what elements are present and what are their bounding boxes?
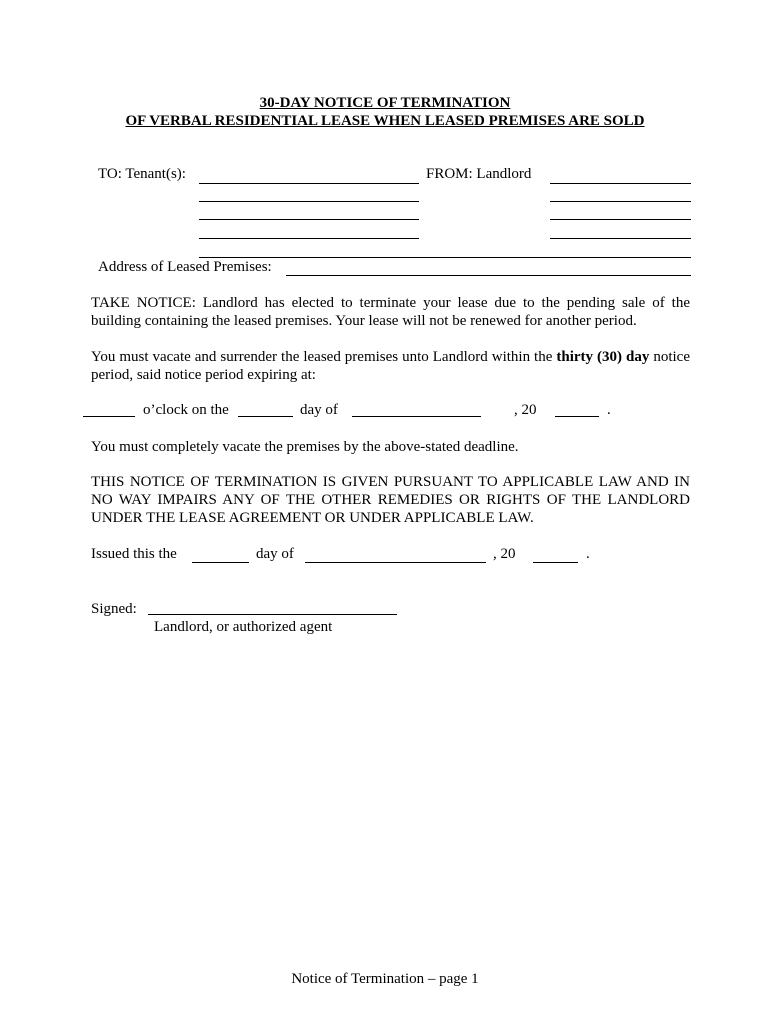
issued-year-blank[interactable] <box>533 562 578 563</box>
expiry-month-blank[interactable] <box>352 416 481 417</box>
vacate-text-prefix: You must vacate and surrender the leased premises unto Landlord within the <box>91 349 557 365</box>
deadline-paragraph: You must completely vacate the premises by the above-stated deadline. <box>91 439 519 455</box>
issued-year-prefix: , 20 <box>493 546 516 562</box>
to-tenants-label: TO: Tenant(s): <box>98 166 186 182</box>
issued-day-blank[interactable] <box>192 562 249 563</box>
tenant-name-blank-3[interactable] <box>199 219 419 220</box>
signed-label: Signed: <box>91 601 137 617</box>
oclock-label: o’clock on the <box>143 402 229 418</box>
page-footer: Notice of Termination – page 1 <box>291 971 479 987</box>
landlord-name-blank-3[interactable] <box>550 219 691 220</box>
expiry-year-prefix: , 20 <box>514 402 537 418</box>
expiry-period: . <box>607 402 611 418</box>
expiry-year-blank[interactable] <box>555 416 599 417</box>
take-notice-paragraph: TAKE NOTICE: Landlord has elected to terminate your lease due to the pending sale of the building containing the leased premises. Your lease will not be renewed for another period. <box>91 295 690 329</box>
tenant-name-blank-2[interactable] <box>199 201 419 202</box>
expiry-hour-blank[interactable] <box>83 416 135 417</box>
parties-extra-blank[interactable] <box>199 257 691 258</box>
from-landlord-label: FROM: Landlord <box>426 166 532 182</box>
landlord-name-blank-2[interactable] <box>550 201 691 202</box>
tenant-name-blank-1[interactable] <box>199 183 419 184</box>
expiry-day-blank[interactable] <box>238 416 293 417</box>
vacate-paragraph <box>91 348 690 384</box>
landlord-name-blank-1[interactable] <box>550 183 691 184</box>
document-title-line2: OF VERBAL RESIDENTIAL LEASE WHEN LEASED PREMISES ARE SOLD <box>125 113 645 129</box>
vacate-text-suffix: notice period, said notice period expiring at: <box>91 349 690 383</box>
document-title-line1: 30-DAY NOTICE OF TERMINATION <box>259 95 511 111</box>
thirty-day-emphasis: thirty (30) day <box>556 349 650 365</box>
issued-day-of-label: day of <box>256 546 294 562</box>
signature-blank[interactable] <box>148 614 397 615</box>
expiry-day-of-label: day of <box>300 402 338 418</box>
signature-caption: Landlord, or authorized agent <box>154 619 333 635</box>
issued-label: Issued this the <box>91 546 177 562</box>
tenant-name-blank-4[interactable] <box>199 238 419 239</box>
law-paragraph: THIS NOTICE OF TERMINATION IS GIVEN PURSUANT TO APPLICABLE LAW AND IN NO WAY IMPAIRS ANY OF THE OTHER REMEDIES OR RIGHTS OF THE LANDLORD UNDER THE LEASE AGREEMENT OR UNDER APPLICABLE LAW. <box>91 474 690 526</box>
address-label: Address of Leased Premises: <box>98 259 272 275</box>
issued-period: . <box>586 546 590 562</box>
issued-month-blank[interactable] <box>305 562 486 563</box>
address-blank[interactable] <box>286 275 691 276</box>
landlord-name-blank-4[interactable] <box>550 238 691 239</box>
